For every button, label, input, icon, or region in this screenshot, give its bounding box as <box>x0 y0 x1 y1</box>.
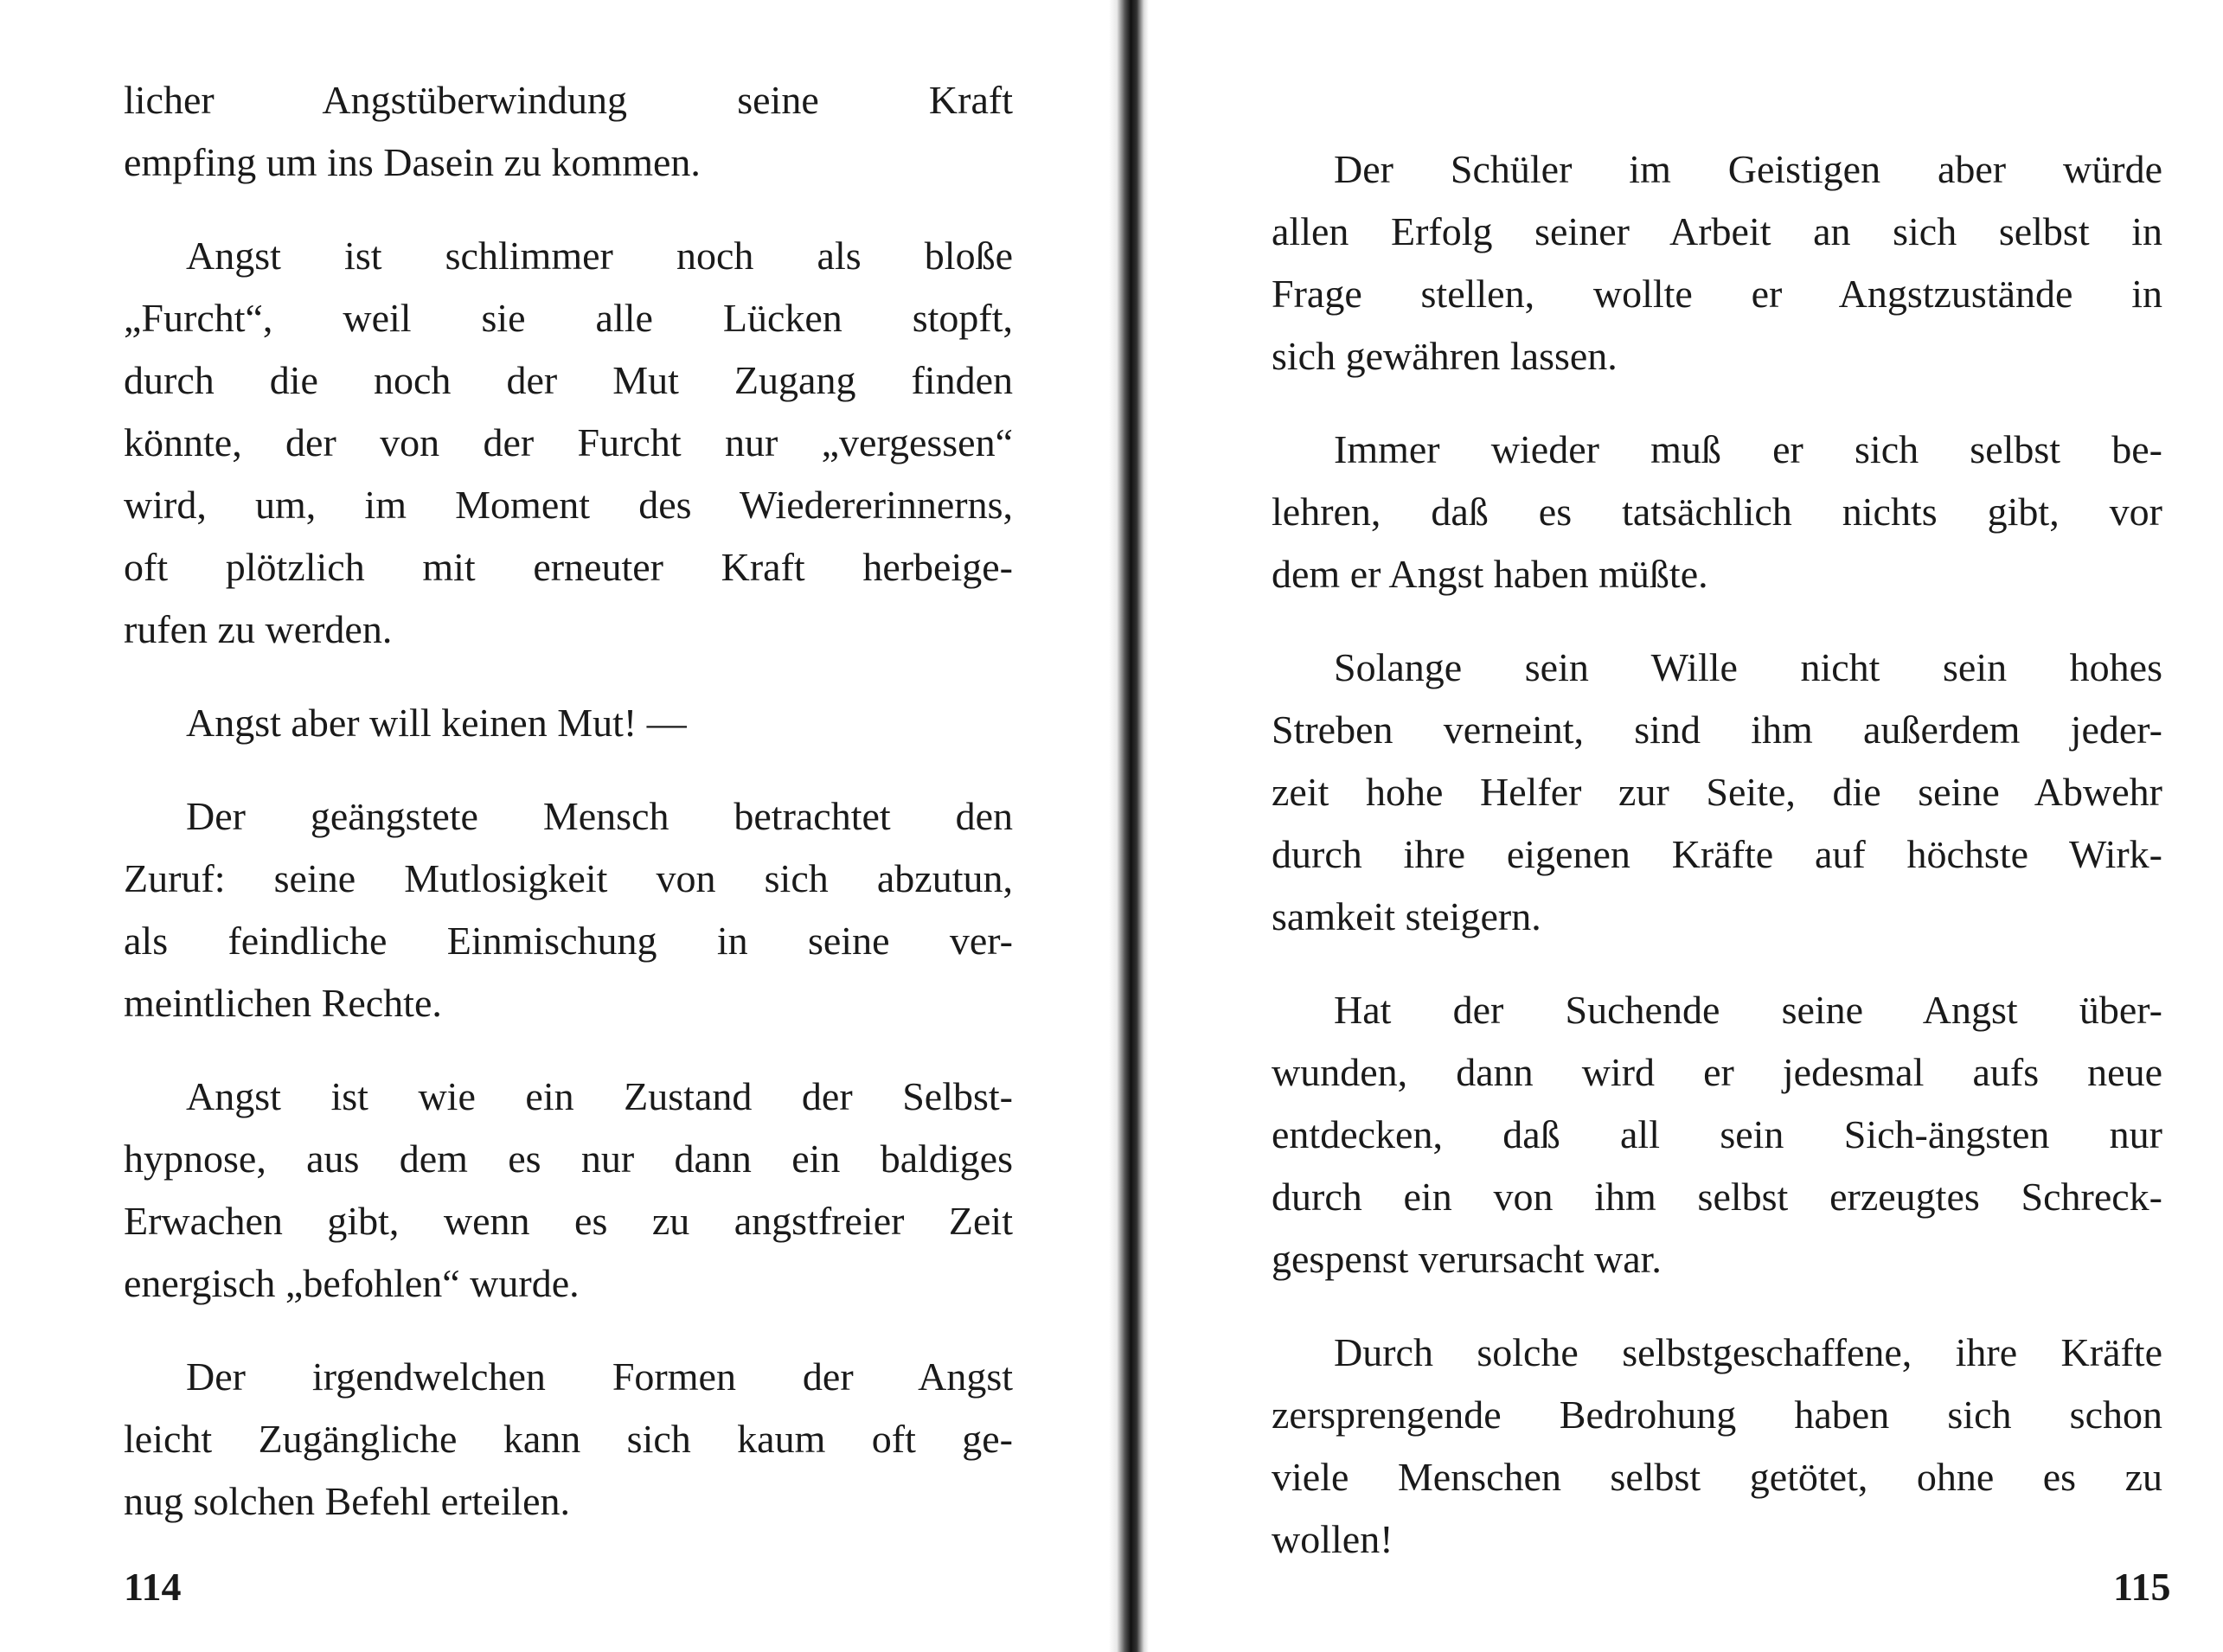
text-line: zersprengende Bedrohung haben sich schon <box>1272 1393 2162 1437</box>
paragraph <box>124 692 1013 754</box>
text-line: Der geängstete Mensch betrachtet den <box>186 794 1013 838</box>
text-line: durch die noch der Mut Zugang finden <box>124 358 1013 402</box>
text-line: Angst ist schlimmer noch als bloße <box>186 234 1013 278</box>
text-line: oft plötzlich mit erneuter Kraft herbeige- <box>124 545 1013 589</box>
text-line: gespenst verursacht war. <box>1272 1237 1662 1281</box>
paragraph <box>124 69 1013 194</box>
paragraph <box>124 1346 1013 1533</box>
text-line: durch ein von ihm selbst erzeugtes Schreck- <box>1272 1175 2162 1219</box>
text-line: nug solchen Befehl erteilen. <box>124 1479 571 1523</box>
text-line: Hat der Suchende seine Angst über- <box>1334 988 2162 1032</box>
text-line: lehren, daß es tatsächlich nichts gibt, vor <box>1272 490 2162 534</box>
text-line: Der irgendwelchen Formen der Angst <box>186 1354 1013 1399</box>
right-page <box>1142 0 2223 1652</box>
paragraph <box>1272 419 2162 605</box>
text-line: empfing um ins Dasein zu kommen. <box>124 140 701 184</box>
text-line: samkeit steigern. <box>1272 894 1541 938</box>
text-line: Durch solche selbstgeschaffene, ihre Kräfte <box>1334 1330 2162 1374</box>
right-page-text <box>1272 138 2162 1571</box>
paragraph <box>1272 138 2162 387</box>
text-line: wunden, dann wird er jedesmal aufs neue <box>1272 1050 2162 1094</box>
text-line: Der Schüler im Geistigen aber würde <box>1334 147 2162 191</box>
page-number: 114 <box>124 1565 182 1609</box>
paragraph <box>124 785 1013 1034</box>
left-page-text <box>124 69 1013 1533</box>
text-line: energisch „befohlen“ wurde. <box>124 1261 580 1305</box>
text-line: wollen! <box>1272 1517 1393 1561</box>
text-line: durch ihre eigenen Kräfte auf höchste Wirk- <box>1272 832 2162 876</box>
text-line: viele Menschen selbst getötet, ohne es zu <box>1272 1455 2162 1499</box>
text-line: sich gewähren lassen. <box>1272 334 1618 378</box>
text-line: zeit hohe Helfer zur Seite, die seine Abwehr <box>1272 770 2162 814</box>
text-line: licher Angstüberwindung seine Kraft <box>124 78 1013 122</box>
text-line: Zuruf: seine Mutlosigkeit von sich abzutun, <box>124 856 1013 900</box>
text-line: meintlichen Rechte. <box>124 981 442 1025</box>
text-line: rufen zu werden. <box>124 607 393 651</box>
text-line: Solange sein Wille nicht sein hohes <box>1334 645 2162 689</box>
text-line: Streben verneint, sind ihm außerdem jeder- <box>1272 708 2162 752</box>
page-number: 115 <box>2113 1565 2171 1609</box>
text-line: als feindliche Einmischung in seine ver- <box>124 919 1013 963</box>
text-line: „Furcht“, weil sie alle Lücken stopft, <box>124 296 1013 340</box>
paragraph <box>124 1066 1013 1315</box>
text-line: könnte, der von der Furcht nur „vergessen“ <box>124 420 1013 464</box>
paragraph <box>124 225 1013 661</box>
text-line: hypnose, aus dem es nur dann ein baldiges <box>124 1137 1013 1181</box>
text-line: dem er Angst haben müßte. <box>1272 552 1708 596</box>
paragraph <box>1272 979 2162 1290</box>
text-line: entdecken, daß all sein Sich-ängsten nur <box>1272 1112 2162 1156</box>
text-line: Immer wieder muß er sich selbst be- <box>1334 427 2162 471</box>
text-line: allen Erfolg seiner Arbeit an sich selbst in <box>1272 209 2162 253</box>
text-line: Erwachen gibt, wenn es zu angstfreier Zeit <box>124 1199 1013 1243</box>
text-line: Frage stellen, wollte er Angstzustände in <box>1272 272 2162 316</box>
paragraph <box>1272 1322 2162 1571</box>
text-line: Angst ist wie ein Zustand der Selbst- <box>186 1074 1013 1118</box>
paragraph <box>1272 637 2162 948</box>
text-line: Angst aber will keinen Mut! — <box>186 701 687 745</box>
text-line: wird, um, im Moment des Wiedererinnerns, <box>124 483 1013 527</box>
text-line: leicht Zugängliche kann sich kaum oft ge- <box>124 1417 1013 1461</box>
